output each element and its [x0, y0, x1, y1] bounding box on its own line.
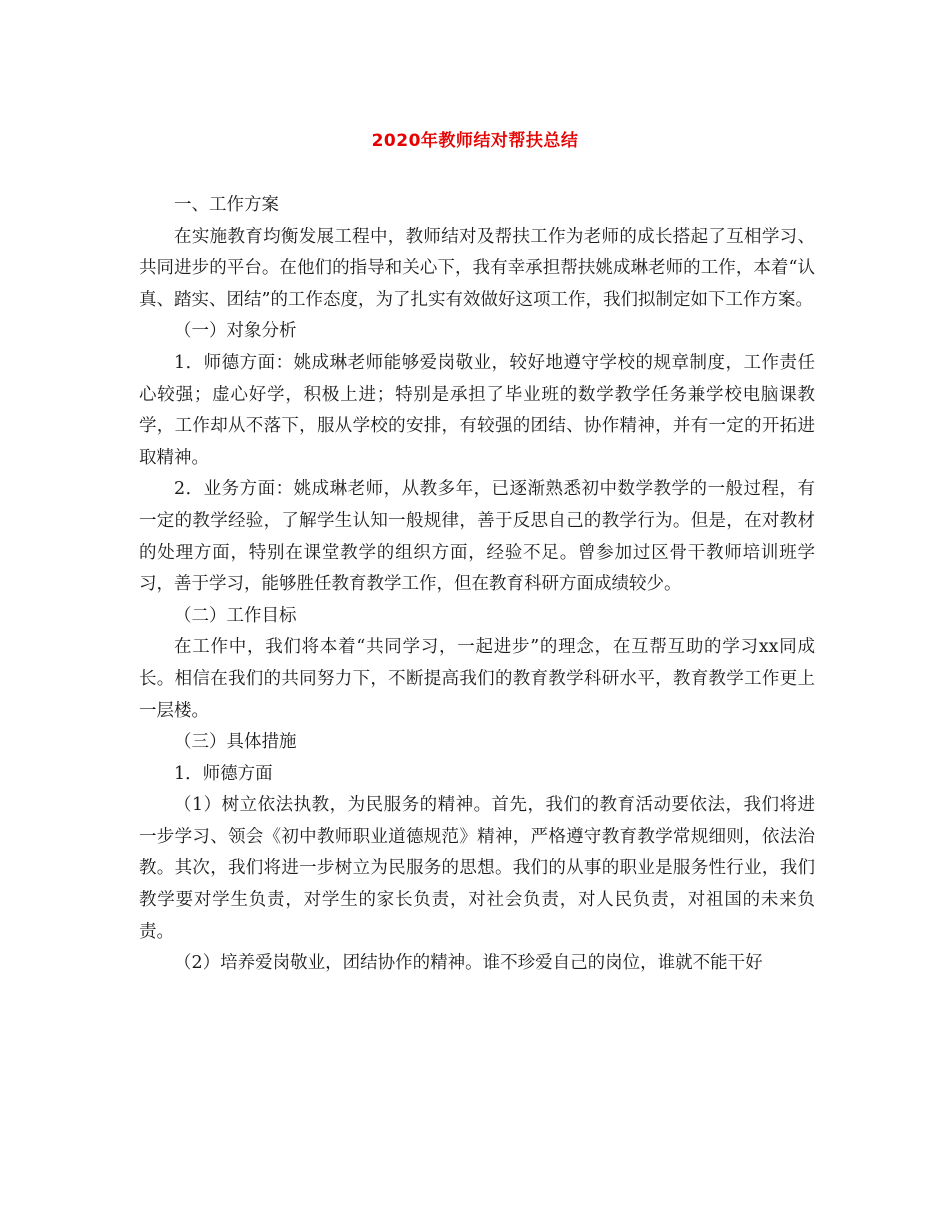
- paragraph: 在工作中，我们将本着“共同学习，一起进步”的理念，在互帮互助的学习xx同成长。相信在我们的共同努力下，不断提高我们的教育教学科研水平，教育教学工作更上一层楼。: [139, 637, 815, 721]
- paragraph: 1．师德方面：姚成琳老师能够爱岗敬业，较好地遵守学校的规章制度，工作责任心较强；虚心好学，积极上进；特别是承担了毕业班的数学教学任务兼学校电脑课教学，工作却从不落下，服从学校的安排，有较强的团结、协作精神，并有一定的开拓进取精神。: [139, 352, 815, 468]
- paragraph: 2．业务方面：姚成琳老师，从教多年，已逐渐熟悉初中数学教学的一般过程，有一定的教学经验，了解学生认知一般规律，善于反思自己的教学行为。但是，在对教材的处理方面，特别在课堂教学的组织方面，经验不足。曾参加过区骨干教师培训班学习，善于学习，能够胜任教育教学工作，但在教育科研方面成绩较少。: [139, 479, 815, 595]
- subsection-heading: （一）对象分析: [174, 321, 297, 342]
- subsection-heading: （二）工作目标: [174, 605, 297, 626]
- document-title: 2020年教师结对帮扶总结: [371, 131, 579, 151]
- paragraph: （2）培养爱岗敬业，团结协作的精神。谁不珍爱自己的岗位，谁就不能干好: [174, 953, 763, 974]
- document-body: [139, 190, 815, 980]
- paragraph: 在实施教育均衡发展工程中，教师结对及帮扶工作为老师的成长搭起了互相学习、共同进步的平台。在他们的指导和关心下，我有幸承担帮扶姚成琳老师的工作，本着“认真、踏实、团结”的工作态度，为了扎实有效做好这项工作，我们拟制定如下工作方案。: [139, 226, 815, 310]
- section-heading: 一、工作方案: [174, 195, 279, 215]
- paragraph: （1）树立依法执教，为民服务的精神。首先，我们的教育活动要依法，我们将进一步学习、领会《初中教师职业道德规范》精神，严格遵守教育教学常规细则，依法治教。其次，我们将进一步树立为民服务的思想。我们的从事的职业是服务性行业，我们教学要对学生负责，对学生的家长负责，对社会负责，对人民负责，对祖国的未来负责。: [139, 795, 815, 942]
- item-heading: 1．师德方面: [174, 763, 273, 784]
- subsection-heading: （三）具体措施: [174, 732, 297, 753]
